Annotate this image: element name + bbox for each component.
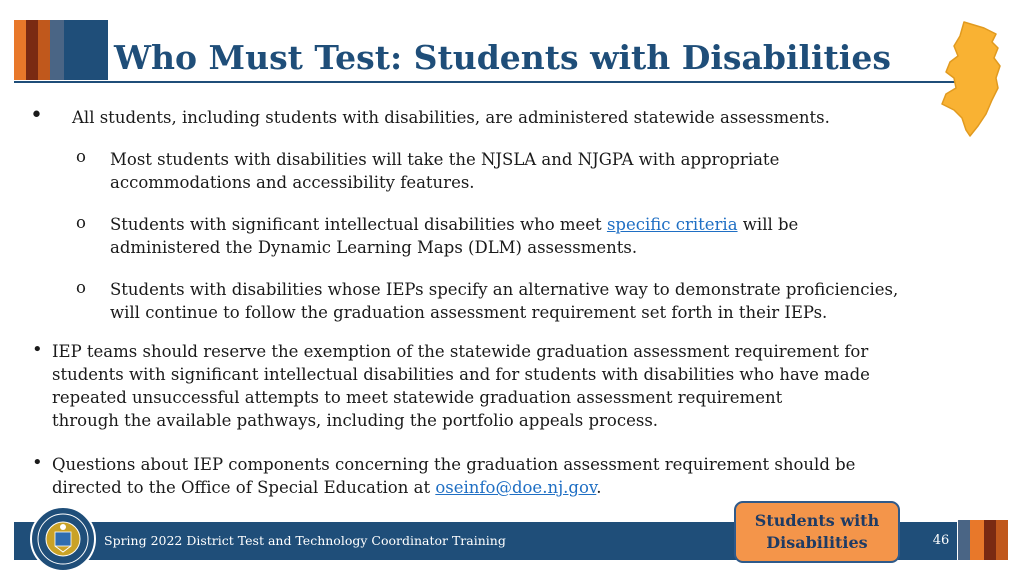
sub-bullet-marker: o [76, 278, 86, 297]
students-with-disabilities-button[interactable]: Students with Disabilities [734, 501, 900, 563]
footer-training-title: Spring 2022 District Test and Technology Coordinator Training [104, 533, 506, 548]
page-number: 46 [932, 533, 950, 548]
bullet-marker: • [32, 339, 43, 360]
sub-bullet-marker: o [76, 147, 86, 166]
sub-bullet-alternative: Students with disabilities whose IEPs specify an alternative way to demonstrate proficiencies, will continue to follow the graduation assessment requirement set forth in their IEPs. [110, 280, 899, 322]
title-divider [14, 81, 958, 83]
specific-criteria-link[interactable]: specific criteria [606, 215, 738, 234]
bullet-iep-teams: IEP teams should reserve the exemption of the statewide graduation assessment requirement for students with significant intellectual disabilities and for students with disabilities who have made repeated unsuccessful attempts to meet statewide graduation assessment requirement through the available pathways, including the portfolio appeals process. [52, 342, 870, 430]
sub-bullet-dlm: Students with significant intellectual disabilities who meet specific criteria will be administered the Dynamic Learning Maps (DLM) assessments. [110, 215, 799, 257]
bullet-all-students: All students, including students with disabilities, are administered statewide assessments. [72, 108, 830, 127]
new-jersey-map-icon [934, 18, 1006, 140]
nj-department-of-education-seal-icon [30, 506, 96, 572]
page-title: Who Must Test: Students with Disabilities [114, 38, 891, 77]
sub-bullet-marker: o [76, 213, 86, 232]
bullet-marker: • [30, 103, 43, 128]
footer-stripes [958, 520, 1008, 560]
bullet-questions: Questions about IEP components concerning the graduation assessment requirement should be directed to the Office of Special Education at oseinfo@doe.nj.gov. [52, 455, 856, 497]
sub-bullet-njsla: Most students with disabilities will take the NJSLA and NJGPA with appropriate accommodations and accessibility features. [110, 150, 780, 192]
title-stripes [14, 20, 108, 80]
bullet-marker: • [32, 452, 43, 473]
email-link[interactable]: oseinfo@doe.nj.gov [435, 478, 597, 497]
